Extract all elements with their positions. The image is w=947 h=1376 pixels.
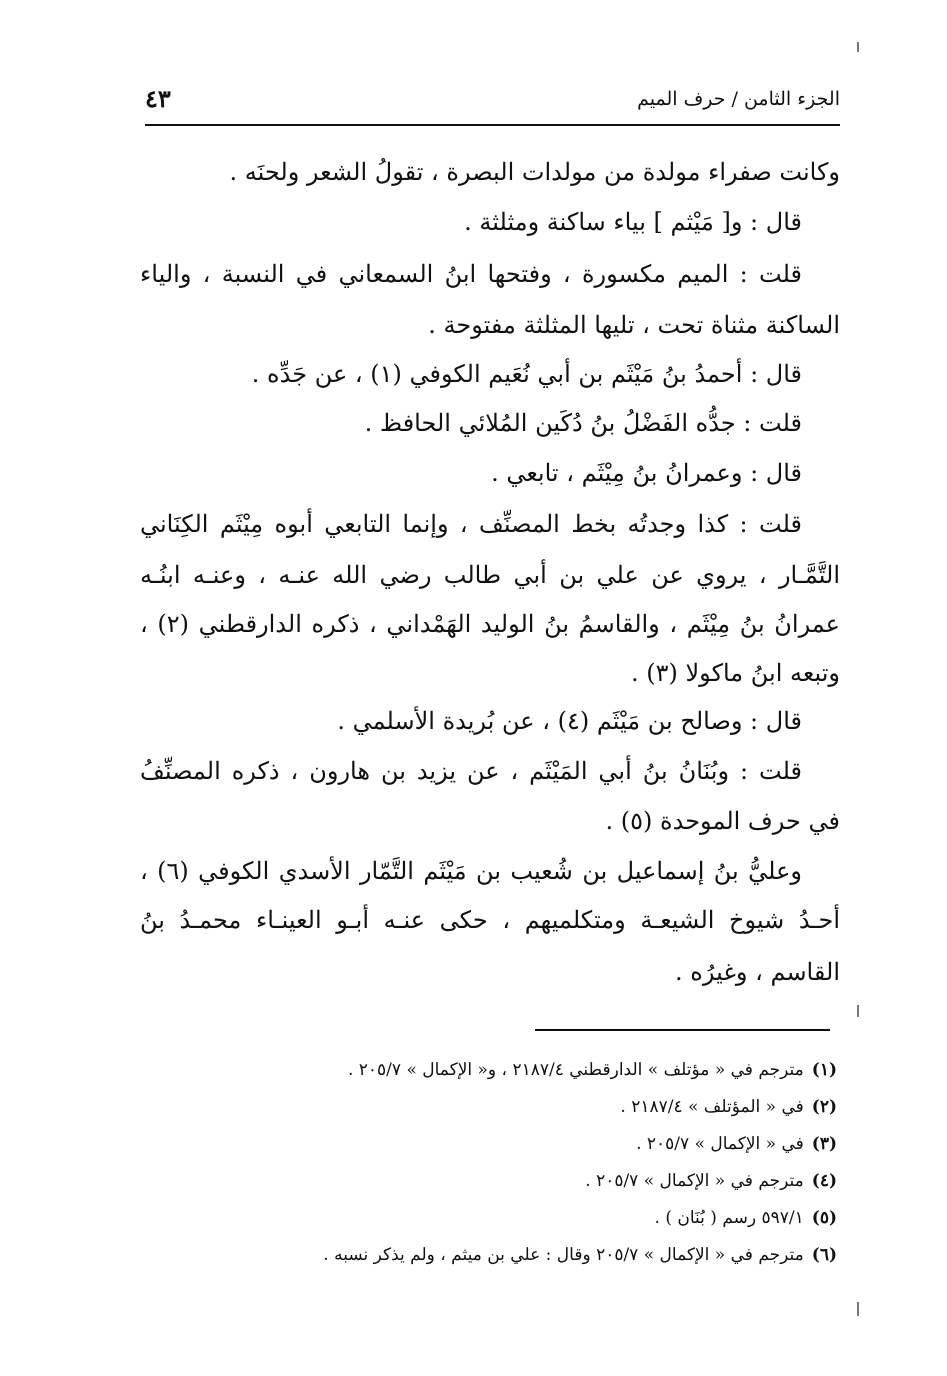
footnote [323,1244,837,1266]
body-line: وكانت صفراء مولدة من مولدات البصرة ، تقولُ الشعر ولحنَه . [229,158,840,186]
footnote-number: (١) [811,1060,837,1080]
scan-edge-mark [857,1005,859,1017]
body-line: قلت : الميم مكسورة ، وفتحها ابنُ السمعاني في النسبة ، والياء [140,260,802,288]
footnote [620,1096,837,1118]
scan-edge-mark [857,1302,859,1316]
footnote [655,1207,837,1229]
footnote [585,1170,837,1192]
footnote-text: مترجم في « الإكمال » ٢٠٥/٧ وقال : علي بن ميثم ، ولم يذكر نسبه . [323,1245,804,1265]
scan-edge-mark [857,42,859,52]
body-line: قلت : جدُّه الفَضْلُ بنُ دُكَين المُلائي الحافظ . [364,409,802,437]
body-line: وتبعه ابنُ ماكولا (٣) . [630,659,840,687]
header-rule [145,124,840,126]
footnote-number: (٦) [811,1245,837,1265]
body-line: في حرف الموحدة (٥) . [605,807,840,835]
footnote [348,1059,837,1081]
page-header [145,82,840,122]
footnote-text: مترجم في « الإكمال » ٢٠٥/٧ . [585,1171,804,1191]
body-line: قال : و[ مَيْثم ] بياء ساكنة ومثلثة . [464,208,802,236]
body-line: قلت : كذا وجدتُه بخط المصنِّف ، وإنما التابعي أبوه مِيْثَم الكِنَاني [140,510,802,538]
body-line: عمرانُ بنُ مِيْثَم ، والقاسمُ بنُ الوليد الهَمْداني ، ذكره الدارقطني (٢) ، [140,610,841,638]
footnote-number: (٥) [811,1208,837,1228]
footnote-text: في « المؤتلف » ٢١٨٧/٤ . [620,1097,804,1117]
running-title: الجزء الثامن / حرف الميم [637,88,840,110]
footnote-rule [535,1029,830,1031]
footnote-number: (٣) [811,1134,837,1154]
footnote-number: (٤) [811,1171,837,1191]
body-line: قال : وصالح بن مَيْثَم (٤) ، عن بُريدة الأسلمي . [337,707,802,735]
body-line: قال : أحمدُ بنُ مَيْثَم بن أبي نُعَيم الكوفي (١) ، عن جَدِّه . [251,360,802,388]
footnote [636,1133,837,1155]
footnote-number: (٢) [811,1097,837,1117]
body-line: القاسم ، وغيرُه . [675,958,840,986]
footnote-text: مترجم في « مؤتلف » الدارقطني ٢١٨٧/٤ ، و« الإكمال » ٢٠٥/٧ . [347,1060,804,1080]
footnote-text: ٥٩٧/١ رسم ( بُنَان ) . [654,1208,804,1228]
body-line: قلت : وبُنَانُ بنُ أبي المَيْثَم ، عن يزيد بن هارون ، ذكره المصنِّفُ [140,757,802,785]
body-line: قال : وعمرانُ بنُ مِيْثَم ، تابعي . [491,459,802,487]
page-number: ٤٣ [145,84,171,113]
body-line: وعليُّ بنُ إسماعيل بن شُعيب بن مَيْثَم التَّمّار الأسدي الكوفي (٦) ، [140,857,802,885]
body-line: التَّمَّـار ، يروي عن علي بن أبي طالب رضي الله عنـه ، وعنـه ابنُـه [140,561,840,589]
footnote-text: في « الإكمال » ٢٠٥/٧ . [636,1134,804,1154]
body-line: الساكنة مثناة تحت ، تليها المثلثة مفتوحة . [428,311,840,339]
body-line: أحـدُ شيوخ الشيعـة ومتكلميهم ، حكى عنـه أبـو العينـاء محمـدُ بنُ [140,906,840,934]
